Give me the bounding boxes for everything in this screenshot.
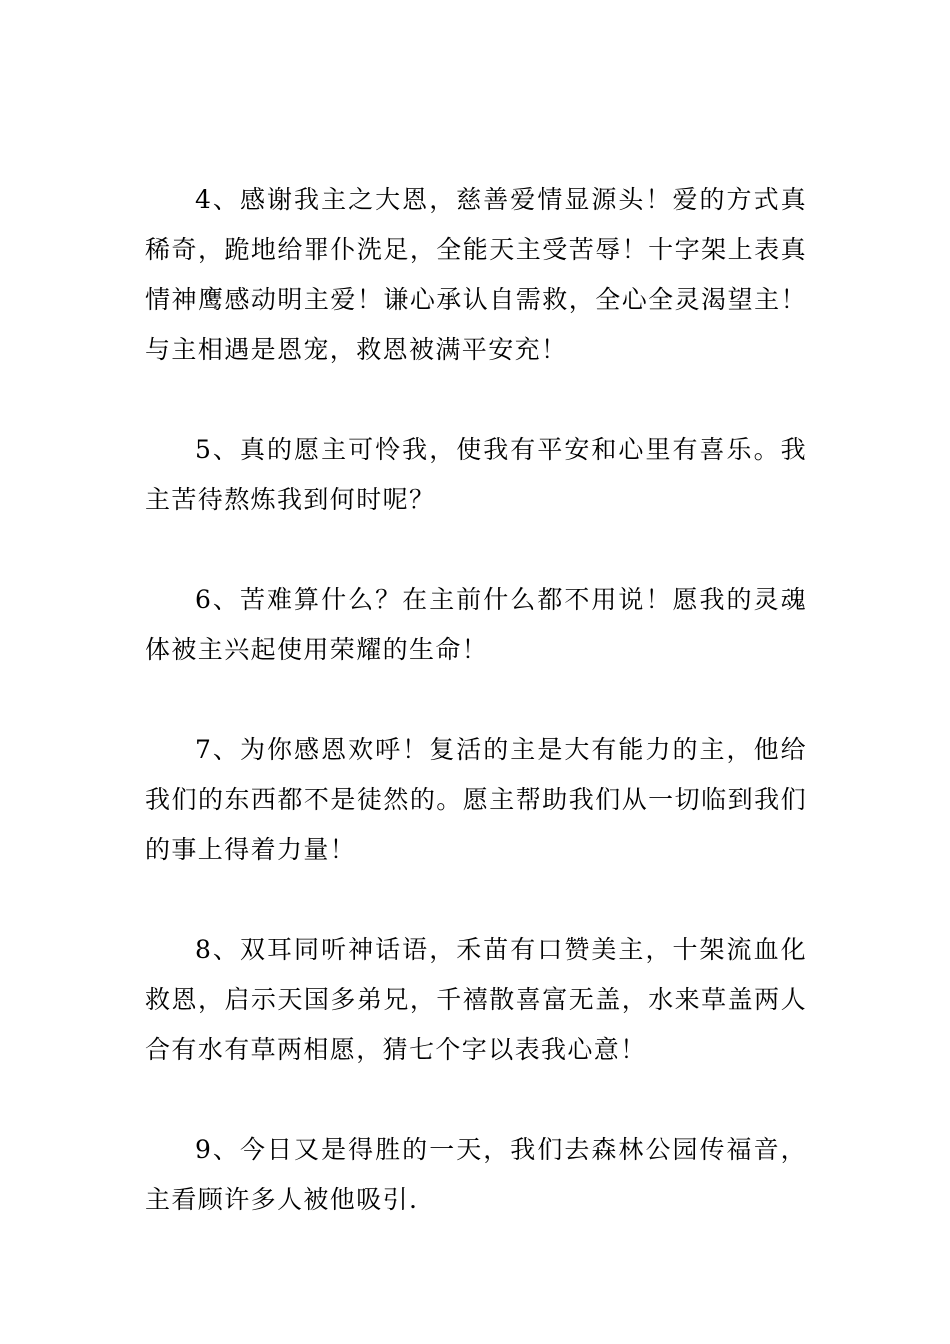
paragraph-6: 6、苦难算什么？在主前什么都不用说！愿我的灵魂体被主兴起使用荣耀的生命！: [145, 585, 807, 664]
paragraph-4: 4、感谢我主之大恩，慈善爱情显源头！爱的方式真稀奇，跪地给罪仆洗足，全能天主受苦辱！十字架上表真情神鹰感动明主爱！谦心承认自需救，全心全灵渴望主！与主相遇是恩宠，救恩被满平安充！: [145, 185, 807, 364]
paragraph-9: 9、今日又是得胜的一天，我们去森林公园传福音，主看顾许多人被他吸引.: [145, 1135, 807, 1214]
paragraph-8: 8、双耳同听神话语，禾苗有口赞美主，十架流血化救恩，启示天国多弟兄，千禧散喜富无盖，水来草盖两人合有水有草两相愿，猜七个字以表我心意！: [145, 935, 807, 1064]
paragraph-5: 5、真的愿主可怜我，使我有平安和心里有喜乐。我主苦待熬炼我到何时呢？: [145, 435, 807, 514]
document-body: [145, 175, 807, 1275]
paragraph-7: 7、为你感恩欢呼！复活的主是大有能力的主，他给我们的东西都不是徒然的。愿主帮助我们从一切临到我们的事上得着力量！: [145, 735, 807, 864]
